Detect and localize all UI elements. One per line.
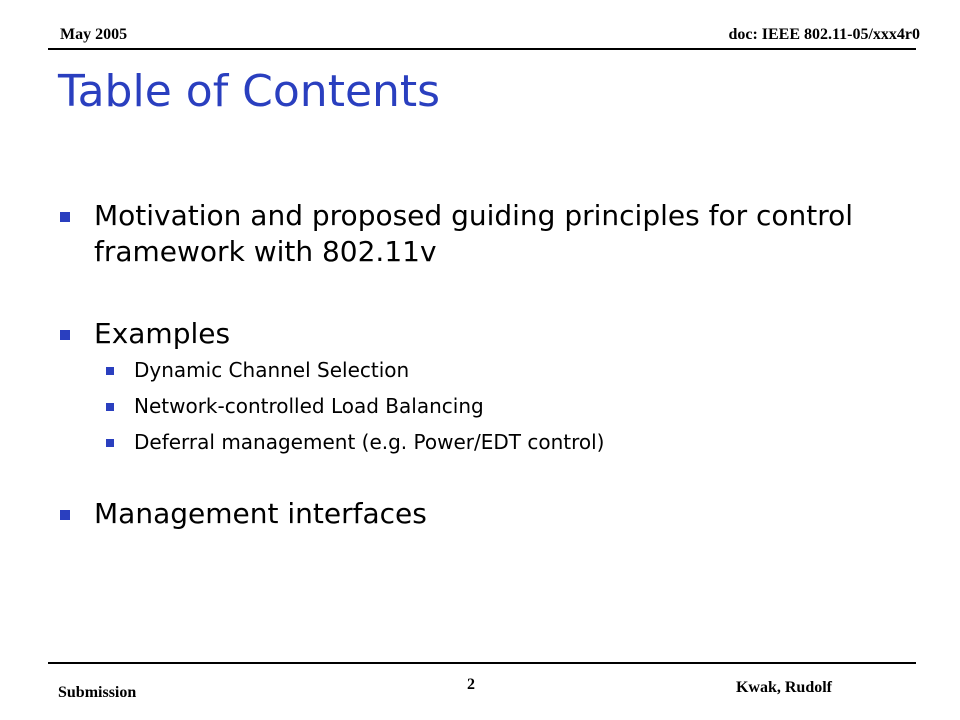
sub-bullet-text: Network-controlled Load Balancing xyxy=(134,394,484,418)
slide-title: Table of Contents xyxy=(58,66,441,117)
bullet-list xyxy=(58,198,878,532)
footer-submission: Submission xyxy=(58,684,137,701)
bullet-item-motivation xyxy=(58,198,878,270)
bullet-text: Management interfaces xyxy=(94,497,427,530)
bullet-item-management xyxy=(58,496,878,532)
bullet-square-icon xyxy=(60,330,70,340)
header-date: May 2005 xyxy=(60,26,128,43)
header-rule xyxy=(48,48,916,50)
sub-bullet-item xyxy=(58,352,878,388)
bullet-square-icon xyxy=(106,403,114,411)
sub-bullet-item xyxy=(58,388,878,424)
footer-rule xyxy=(48,662,916,664)
header-doc-id: doc: IEEE 802.11-05/xxx4r0 xyxy=(728,26,920,43)
bullet-text: Examples xyxy=(94,317,231,350)
bullet-text: Motivation and proposed guiding principles for control framework with 802.11v xyxy=(94,199,854,268)
sub-bullet-item xyxy=(58,424,878,460)
bullet-square-icon xyxy=(106,439,114,447)
sub-bullet-text: Dynamic Channel Selection xyxy=(134,358,410,382)
footer-author: Kwak, Rudolf xyxy=(735,679,832,696)
sub-bullet-text: Deferral management (e.g. Power/EDT control) xyxy=(134,430,605,454)
bullet-square-icon xyxy=(60,510,70,520)
bullet-square-icon xyxy=(106,367,114,375)
bullet-square-icon xyxy=(60,212,70,222)
page-number: 2 xyxy=(467,676,475,693)
bullet-item-examples xyxy=(58,316,878,352)
